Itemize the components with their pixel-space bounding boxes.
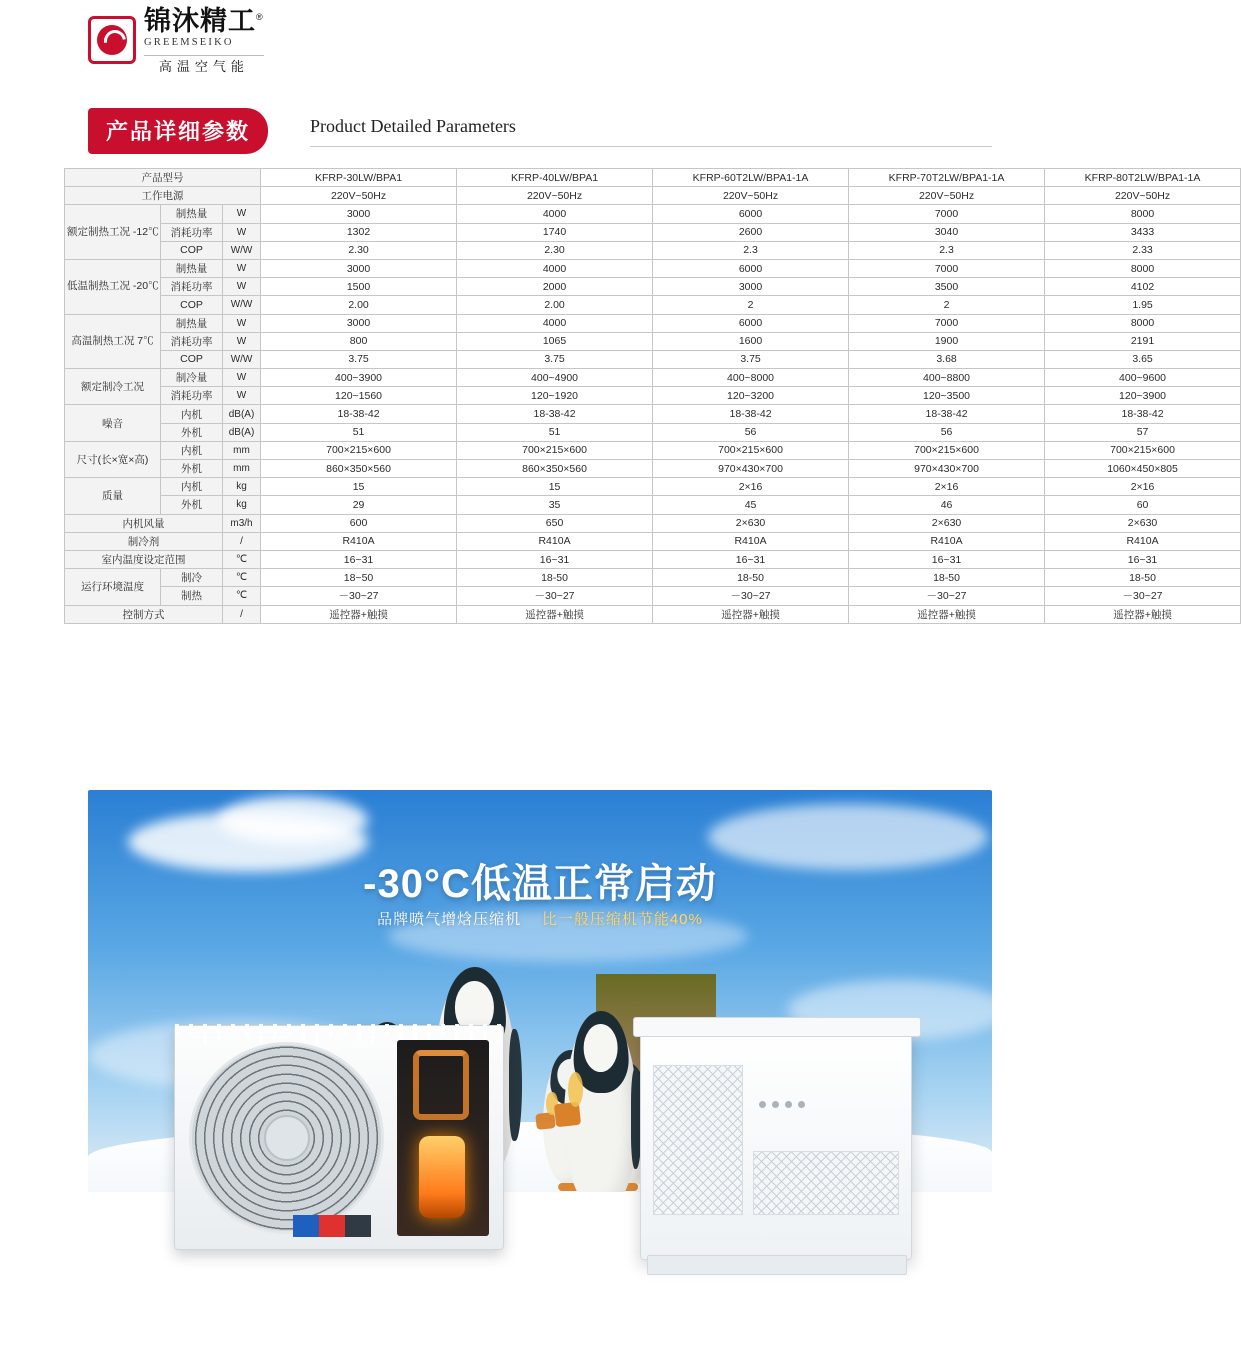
- cell: 18-38-42: [261, 405, 457, 423]
- row-unit: W: [223, 387, 261, 405]
- table-row: [65, 314, 1241, 332]
- cell: 遥控器+触摸: [457, 605, 653, 623]
- indoor-unit-illustration: [640, 1030, 912, 1260]
- cell: 1302: [261, 223, 457, 241]
- row-sub-label: 消耗功率: [161, 223, 223, 241]
- cell: 400~9600: [1045, 369, 1241, 387]
- cell: 57: [1045, 423, 1241, 441]
- cell: 650: [457, 514, 653, 532]
- row-sub-label: 制热量: [161, 314, 223, 332]
- table-row: [65, 605, 1241, 623]
- row-unit: /: [223, 605, 261, 623]
- cell: 2.00: [457, 296, 653, 314]
- cell: 2×630: [1045, 514, 1241, 532]
- table-row: [65, 223, 1241, 241]
- copper-coil-icon: [413, 1050, 469, 1120]
- row-unit: /: [223, 532, 261, 550]
- cell: 56: [653, 423, 849, 441]
- cell: 56: [849, 423, 1045, 441]
- hero-subtitle: [88, 908, 992, 929]
- table-row: [65, 532, 1241, 550]
- row-unit: W/W: [223, 241, 261, 259]
- row-unit: mm: [223, 441, 261, 459]
- cell: 51: [457, 423, 653, 441]
- section-title-en: Product Detailed Parameters: [310, 116, 516, 136]
- cell: R410A: [457, 532, 653, 550]
- cell: 7000: [849, 314, 1045, 332]
- row-unit: ℃: [223, 587, 261, 605]
- cell: 2.30: [457, 241, 653, 259]
- cell: 2: [653, 296, 849, 314]
- logo-text: [144, 8, 264, 73]
- row-label: 制冷剂: [65, 532, 223, 550]
- row-unit: kg: [223, 496, 261, 514]
- control-indicators: [759, 1101, 805, 1108]
- table-row: [65, 259, 1241, 277]
- row-sub-label: 消耗功率: [161, 332, 223, 350]
- cell: 600: [261, 514, 457, 532]
- cell: 1600: [653, 332, 849, 350]
- cell: 4000: [457, 314, 653, 332]
- cell: 1.95: [1045, 296, 1241, 314]
- row-group-label: 质量: [65, 478, 161, 514]
- row-sub-label: COP: [161, 241, 223, 259]
- cell: 8000: [1045, 205, 1241, 223]
- cell: 遥控器+触摸: [653, 605, 849, 623]
- cell: 45: [653, 496, 849, 514]
- cutaway-view: [397, 1040, 489, 1236]
- cell: 2×16: [1045, 478, 1241, 496]
- cell: 1900: [849, 332, 1045, 350]
- cell: 3.75: [261, 350, 457, 368]
- row-group-label: 额定制热工况 -12℃: [65, 205, 161, 260]
- cell: 2×16: [653, 478, 849, 496]
- hero-title: -30°C低温正常启动: [363, 862, 717, 906]
- cell: 800: [261, 332, 457, 350]
- cloud-decoration: [218, 796, 368, 844]
- cell: 860×350×560: [261, 460, 457, 478]
- cell: 7000: [849, 259, 1045, 277]
- cell: 16~31: [457, 550, 653, 568]
- cell: 220V~50Hz: [849, 187, 1045, 205]
- brand-stripe-badge: [293, 1215, 371, 1237]
- row-unit: dB(A): [223, 405, 261, 423]
- cell: 2.00: [261, 296, 457, 314]
- cell: 3000: [261, 205, 457, 223]
- brand-name-cn: 锦沐精工®: [144, 6, 264, 36]
- cell: 1500: [261, 278, 457, 296]
- cell: 18-50: [457, 569, 653, 587]
- cell: 3.65: [1045, 350, 1241, 368]
- table-row: [65, 423, 1241, 441]
- outdoor-unit-illustration: [174, 1025, 504, 1250]
- cell: 2191: [1045, 332, 1241, 350]
- table-row: [65, 350, 1241, 368]
- cell: 3040: [849, 223, 1045, 241]
- table-row: [65, 460, 1241, 478]
- cell: KFRP-30LW/BPA1: [261, 169, 457, 187]
- cell: KFRP-60T2LW/BPA1-1A: [653, 169, 849, 187]
- row-sub-label: 外机: [161, 423, 223, 441]
- cell: 3.75: [457, 350, 653, 368]
- row-unit: W: [223, 259, 261, 277]
- cell: 3433: [1045, 223, 1241, 241]
- row-sub-label: 制冷量: [161, 369, 223, 387]
- row-sub-label: 内机: [161, 441, 223, 459]
- table-row: [65, 205, 1241, 223]
- cell: 120~1920: [457, 387, 653, 405]
- row-group-label: 运行环境温度: [65, 569, 161, 605]
- table-row: [65, 496, 1241, 514]
- cell: －30~27: [1045, 587, 1241, 605]
- front-vent-mesh: [753, 1151, 899, 1215]
- row-sub-label: 外机: [161, 496, 223, 514]
- cell: 18-50: [849, 569, 1045, 587]
- table-row: [65, 405, 1241, 423]
- cell: 4000: [457, 205, 653, 223]
- cell: 2×16: [849, 478, 1045, 496]
- row-group-label: 高温制热工况 7℃: [65, 314, 161, 369]
- cell: 970×430×700: [849, 460, 1045, 478]
- cell: 2.33: [1045, 241, 1241, 259]
- spec-table-container: [64, 168, 1201, 624]
- cell: 18-38-42: [653, 405, 849, 423]
- cell: －30~27: [261, 587, 457, 605]
- cell: 3000: [261, 314, 457, 332]
- row-unit: W: [223, 369, 261, 387]
- cell: KFRP-70T2LW/BPA1-1A: [849, 169, 1045, 187]
- hero-subtitle-main: 品牌喷气增焓压缩机: [377, 911, 522, 928]
- cell: 18-50: [1045, 569, 1241, 587]
- cell: 15: [457, 478, 653, 496]
- cell: 35: [457, 496, 653, 514]
- row-unit: W: [223, 332, 261, 350]
- row-sub-label: COP: [161, 350, 223, 368]
- cell: 18-38-42: [457, 405, 653, 423]
- cell: 120~3200: [653, 387, 849, 405]
- penguin-illustration: [564, 1013, 638, 1208]
- cell: 16~31: [1045, 550, 1241, 568]
- table-row: [65, 587, 1241, 605]
- section-header: [88, 108, 992, 148]
- cell: 15: [261, 478, 457, 496]
- row-group-label: 尺寸(长×宽×高): [65, 441, 161, 477]
- row-unit: W: [223, 223, 261, 241]
- hero-subtitle-accent: 比一般压缩机节能40%: [541, 911, 703, 928]
- brand-name-en: GREEMSEIKO: [144, 37, 234, 48]
- unit-base: [647, 1255, 907, 1275]
- cell: R410A: [261, 532, 457, 550]
- row-label: 室内温度设定范围: [65, 550, 223, 568]
- cell: 4000: [457, 259, 653, 277]
- cell: 220V~50Hz: [1045, 187, 1241, 205]
- cell: 860×350×560: [457, 460, 653, 478]
- cell: 60: [1045, 496, 1241, 514]
- row-label: 产品型号: [65, 169, 261, 187]
- brand-logo: [88, 8, 264, 73]
- row-unit: ℃: [223, 550, 261, 568]
- cell: 400~8000: [653, 369, 849, 387]
- table-row: [65, 569, 1241, 587]
- cell: 400~8800: [849, 369, 1045, 387]
- table-row: [65, 241, 1241, 259]
- cell: KFRP-40LW/BPA1: [457, 169, 653, 187]
- cell: 120~1560: [261, 387, 457, 405]
- cell: 3000: [261, 259, 457, 277]
- cell: 16~31: [261, 550, 457, 568]
- table-row: [65, 296, 1241, 314]
- cell: 2.3: [653, 241, 849, 259]
- table-row: [65, 387, 1241, 405]
- table-row: [65, 514, 1241, 532]
- cell: 46: [849, 496, 1045, 514]
- row-sub-label: 制热量: [161, 205, 223, 223]
- row-sub-label: 内机: [161, 405, 223, 423]
- row-label: 内机风量: [65, 514, 223, 532]
- section-divider: [310, 146, 992, 147]
- cell: 120~3900: [1045, 387, 1241, 405]
- row-unit: kg: [223, 478, 261, 496]
- row-sub-label: COP: [161, 296, 223, 314]
- cell: 7000: [849, 205, 1045, 223]
- cell: KFRP-80T2LW/BPA1-1A: [1045, 169, 1241, 187]
- cell: 3500: [849, 278, 1045, 296]
- cell: 16~31: [653, 550, 849, 568]
- cell: 29: [261, 496, 457, 514]
- cell: 6000: [653, 205, 849, 223]
- cell: R410A: [653, 532, 849, 550]
- compressor-icon: [419, 1136, 465, 1218]
- cell: 2.30: [261, 241, 457, 259]
- cell: 700×215×600: [457, 441, 653, 459]
- table-row: [65, 369, 1241, 387]
- cell: R410A: [849, 532, 1045, 550]
- table-row: [65, 550, 1241, 568]
- registered-mark: ®: [256, 12, 264, 22]
- cell: 2: [849, 296, 1045, 314]
- row-sub-label: 消耗功率: [161, 387, 223, 405]
- cell: 1065: [457, 332, 653, 350]
- cell: 220V~50Hz: [457, 187, 653, 205]
- cell: －30~27: [653, 587, 849, 605]
- row-unit: dB(A): [223, 423, 261, 441]
- row-sub-label: 制热量: [161, 259, 223, 277]
- brand-tagline: 高温空气能: [144, 55, 264, 73]
- air-outlet-panel: [633, 1017, 921, 1037]
- table-row: [65, 278, 1241, 296]
- table-row: [65, 441, 1241, 459]
- cell: R410A: [1045, 532, 1241, 550]
- row-sub-label: 制冷: [161, 569, 223, 587]
- cell: 18-50: [653, 569, 849, 587]
- hero-banner: [88, 790, 992, 1312]
- section-badge-cn: 产品详细参数: [88, 108, 268, 154]
- cell: 970×430×700: [653, 460, 849, 478]
- row-sub-label: 制热: [161, 587, 223, 605]
- table-row: [65, 169, 1241, 187]
- row-unit: W/W: [223, 350, 261, 368]
- cell: 16~31: [849, 550, 1045, 568]
- row-unit: W: [223, 314, 261, 332]
- cell: 1060×450×805: [1045, 460, 1241, 478]
- cell: 2000: [457, 278, 653, 296]
- cell: 700×215×600: [261, 441, 457, 459]
- row-group-label: 低温制热工况 -20℃: [65, 259, 161, 314]
- spec-table: [64, 168, 1241, 624]
- row-sub-label: 内机: [161, 478, 223, 496]
- row-sub-label: 消耗功率: [161, 278, 223, 296]
- table-row: [65, 332, 1241, 350]
- row-unit: W: [223, 205, 261, 223]
- cell: 3.68: [849, 350, 1045, 368]
- cell: 遥控器+触摸: [261, 605, 457, 623]
- table-row: [65, 187, 1241, 205]
- cell: 2×630: [849, 514, 1045, 532]
- cell: 8000: [1045, 259, 1241, 277]
- side-vent-mesh: [653, 1065, 743, 1215]
- cell: 4102: [1045, 278, 1241, 296]
- cell: 6000: [653, 314, 849, 332]
- cell: 700×215×600: [653, 441, 849, 459]
- cell: 51: [261, 423, 457, 441]
- cell: 400~3900: [261, 369, 457, 387]
- cell: 1740: [457, 223, 653, 241]
- cell: 遥控器+触摸: [849, 605, 1045, 623]
- cell: 700×215×600: [1045, 441, 1241, 459]
- cell: 8000: [1045, 314, 1241, 332]
- row-unit: mm: [223, 460, 261, 478]
- cell: 2.3: [849, 241, 1045, 259]
- cell: 2×630: [653, 514, 849, 532]
- cell: 220V~50Hz: [261, 187, 457, 205]
- cell: －30~27: [849, 587, 1045, 605]
- cell: 2600: [653, 223, 849, 241]
- cell: 220V~50Hz: [653, 187, 849, 205]
- fan-grille-icon: [189, 1042, 384, 1234]
- row-sub-label: 外机: [161, 460, 223, 478]
- logo-mark-icon: [88, 16, 136, 64]
- row-unit: m3/h: [223, 514, 261, 532]
- cell: 3.75: [653, 350, 849, 368]
- cell: 18-38-42: [849, 405, 1045, 423]
- row-unit: ℃: [223, 569, 261, 587]
- row-unit: W/W: [223, 296, 261, 314]
- cell: 18~50: [261, 569, 457, 587]
- cell: 6000: [653, 259, 849, 277]
- table-row: [65, 478, 1241, 496]
- row-group-label: 噪音: [65, 405, 161, 441]
- cell: 18-38-42: [1045, 405, 1241, 423]
- cell: 3000: [653, 278, 849, 296]
- row-group-label: 额定制冷工况: [65, 369, 161, 405]
- cell: 120~3500: [849, 387, 1045, 405]
- row-unit: W: [223, 278, 261, 296]
- row-label: 控制方式: [65, 605, 223, 623]
- cell: 700×215×600: [849, 441, 1045, 459]
- cell: 遥控器+触摸: [1045, 605, 1241, 623]
- cell: 400~4900: [457, 369, 653, 387]
- row-label: 工作电源: [65, 187, 261, 205]
- cell: －30~27: [457, 587, 653, 605]
